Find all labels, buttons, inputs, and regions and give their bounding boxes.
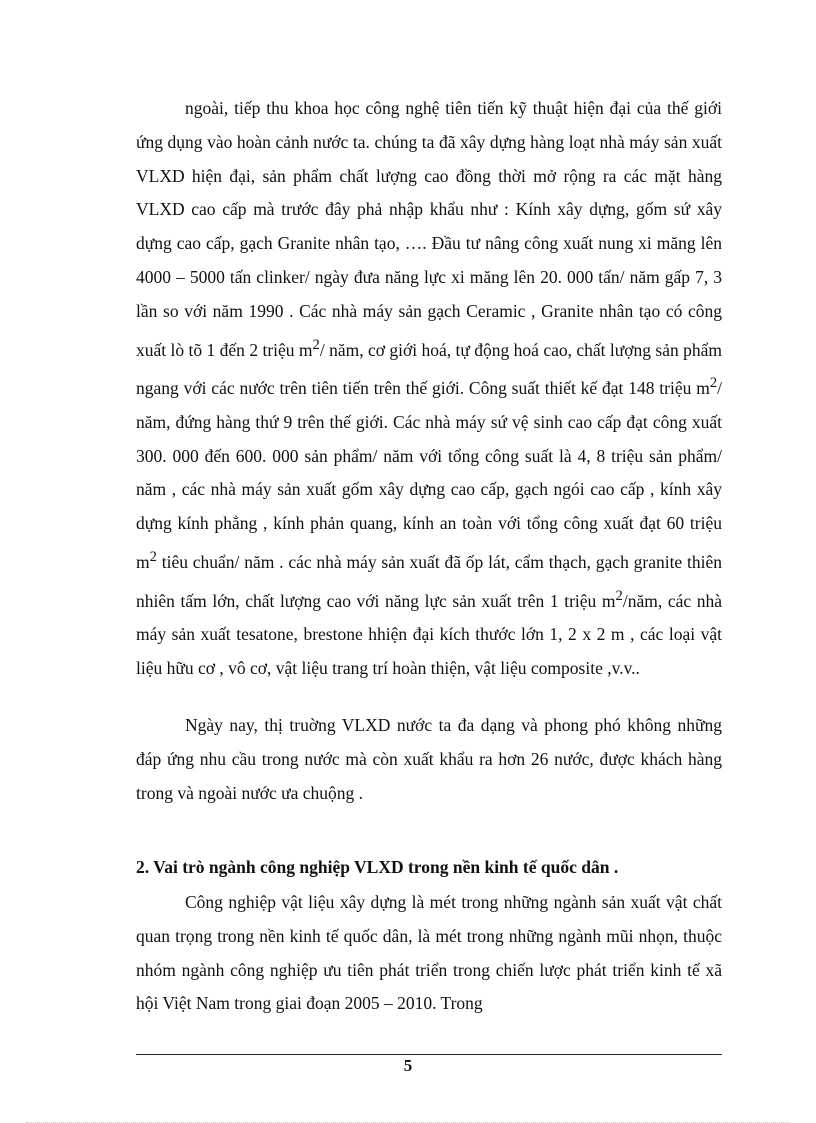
superscript-exponent: 2 — [709, 375, 718, 392]
text-run: / năm, đứng hàng thứ 9 trên thế giới. Các nhà máy sứ vệ sinh cao cấp đạt công xuất 300. 000 đến 600. 000 sản phẩm/ năm với tổng công suất là 4, 8 triệu sản phẩm/ năm , các nhà máy sản xuất gốm xây dựng cao cấp, gạch ngói cao cấp , kính xây dựng kính phẳng , kính phản quang, kính an toàn với tổng công xuất đạt 60 triệu m — [136, 378, 722, 572]
paragraph-vlxd-development — [136, 92, 722, 686]
paragraph-market-today: Ngày nay, thị truờng VLXD nước ta đa dạng và phong phó không những đáp ứng nhu cầu trong nước mà còn xuất khẩu ra hơn 26 nước, được khách hàng trong và ngoài nước ưa chuộng . — [136, 715, 722, 803]
paragraph-industry-role: Công nghiệp vật liệu xây dựng là mét trong những ngành sản xuất vật chất quan trọng trong nền kinh tế quốc dân, là mét trong những ngành mũi nhọn, thuộc nhóm ngành công nghiệp ưu tiên phát triển trong chiến lược phát triển kinh tế xã hội Việt Nam trong giai đoạn 2005 – 2010. Trong — [136, 892, 722, 1014]
text-run: ngoài, tiếp thu khoa học công nghệ tiên tiến kỹ thuật hiện đại của thế giới ứng dụng vào hoàn cảnh nước ta. chúng ta đã xây dựng hàng loạt nhà máy sản xuất VLXD hiện đại, sản phẩm chất lượng cao đồng thời mở rộng ra các mặt hàng VLXD cao cấp mà trước đây phả nhập khẩu như : Kính xây dựng, gốm sứ xây dựng cao cấp, gạch Granite nhân tạo, …. Đầu tư nâng công xuất nung xi măng lên 4000 – 5000 tấn clinker/ ngày đưa năng lực xi măng lên 20. 000 tấn/ năm gấp 7, 3 lần so với năm 1990 . Các nhà máy sản gạch Ceramic , Granite nhân tạo có công xuất lò tõ 1 đến 2 triệu m — [136, 98, 722, 360]
footer-divider — [136, 1054, 722, 1055]
superscript-exponent: 2 — [312, 336, 320, 353]
page-number: 5 — [403, 1056, 413, 1075]
text-run: tiêu chuẩn/ năm . các nhà máy sản xuất đã ốp lát, cẩm thạch, gạch granite thiên nhiên tấm lớn, chất lượng cao với năng lực sản xuất trên 1 triệu m — [136, 551, 722, 611]
superscript-exponent: 2 — [149, 549, 157, 566]
superscript-exponent: 2 — [615, 587, 623, 604]
text-run: / năm, cơ giới hoá, tự động hoá cao, chất lượng sản phẩm ngang với các nước trên tiên tiến trên thế giới. Công suất thiết kế đạt 148 triệu m — [136, 339, 722, 399]
section-heading: 2. Vai trò ngành công nghiệp VLXD trong nền kinh tế quốc dân . — [136, 857, 619, 877]
text-run: /năm, các nhà máy sản xuất tesatone, brestone hhiện đại kích thước lớn 1, 2 x 2 m , các loại vật liệu hữu cơ , vô cơ, vật liệu trang trí hoàn thiện, vật liệu composite ,v.v.. — [136, 590, 723, 679]
